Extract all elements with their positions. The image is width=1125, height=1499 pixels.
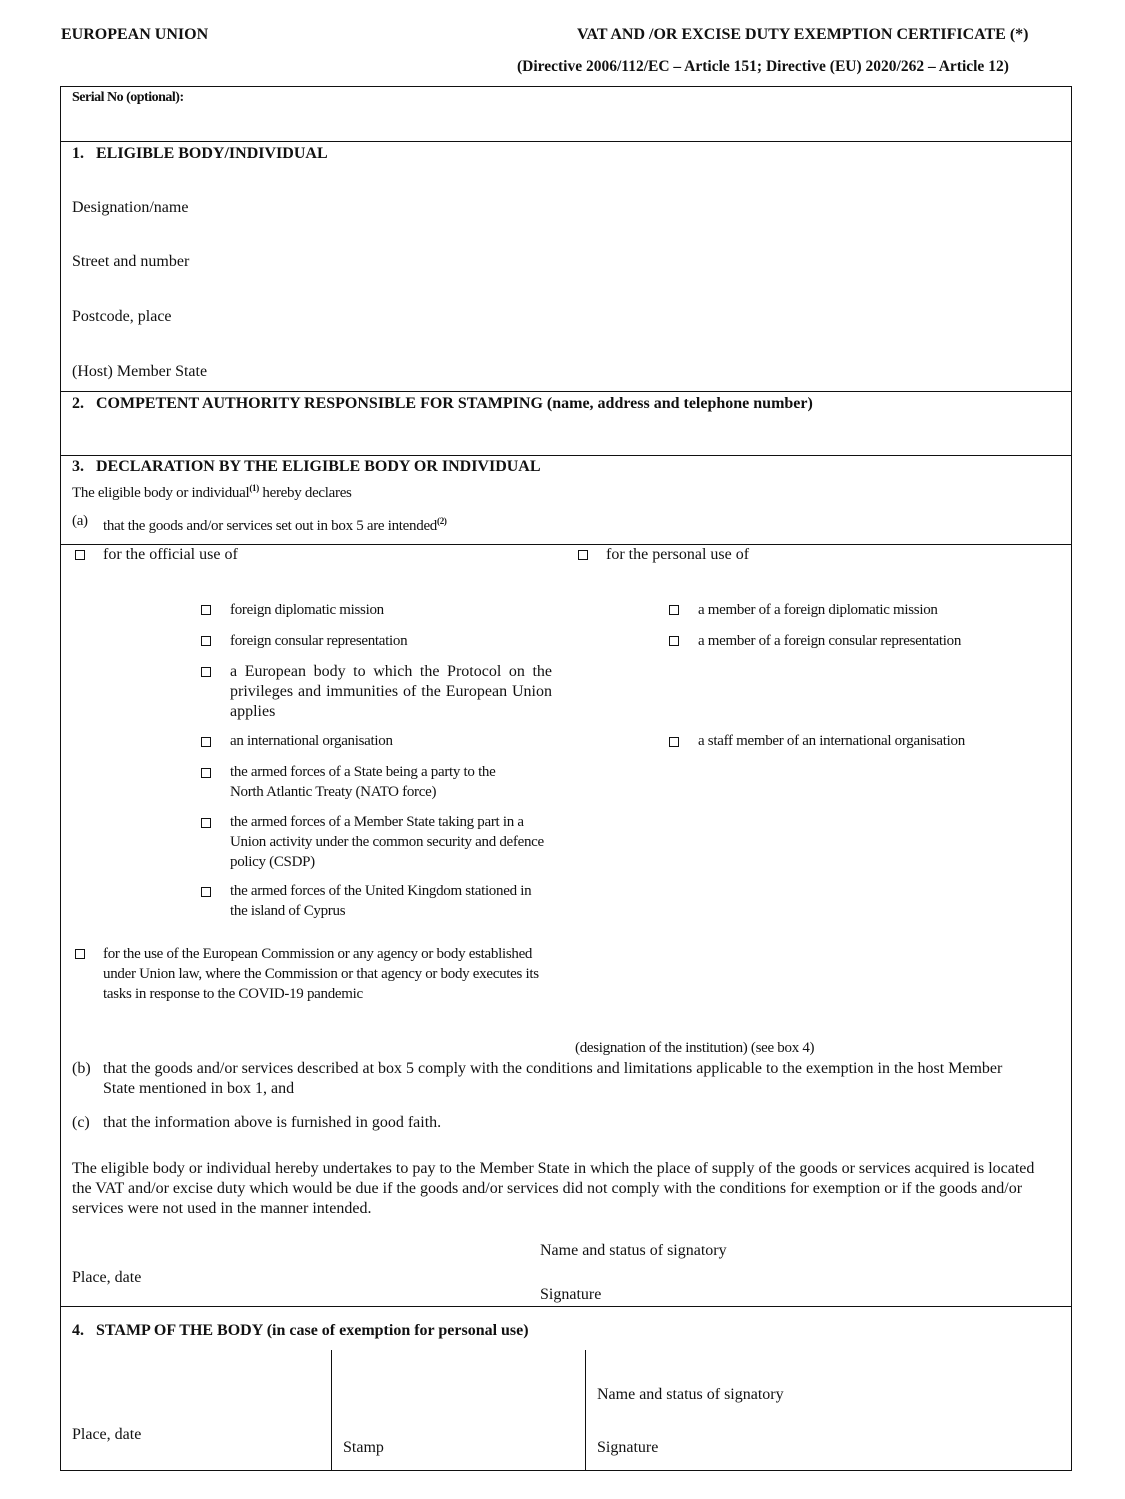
postcode-field[interactable]: Postcode, place — [72, 308, 172, 325]
signature-field[interactable]: Signature — [540, 1286, 602, 1303]
staff-member-checkbox[interactable] — [669, 737, 679, 747]
clause-a-text: that the goods and/or services set out in box 5 are intended$^{(2)}$ — [103, 516, 447, 534]
commission-option: for the use of the European Commission or any agency or body established under Union law, where the Commission or that agency or body executes its tasks in response to the COVID-19 pandemic — [103, 946, 539, 1002]
official-option: an international organisation — [230, 733, 393, 749]
official-option: the armed forces of a State being a party to the North Atlantic Treaty (NATO force) — [230, 764, 496, 800]
institution-designation-note: (designation of the institution) (see box 4) — [575, 1040, 815, 1056]
box2-heading: 2. COMPETENT AUTHORITY RESPONSIBLE FOR STAMPING (name, address and telephone number) — [72, 395, 813, 412]
divider — [60, 1306, 1072, 1307]
clause-c-text: that the information above is furnished in good faith. — [103, 1114, 442, 1131]
divider — [60, 455, 1072, 456]
official-option: the armed forces of the United Kingdom stationed in the island of Cyprus — [230, 883, 532, 919]
official-option: a European body to which the Protocol on the privileges and immunities of the European Union applies — [230, 663, 552, 720]
divider — [60, 391, 1072, 392]
official-use-label: for the official use of — [103, 546, 238, 563]
undertaking-text: The eligible body or individual hereby undertakes to pay to the Member State in which the place of supply of the goods or services acquired is located the VAT and/or excise duty which would be due if the goods and/or services did not comply with the conditions for exemption or if the goods and/or services were not used in the manner intended. — [72, 1160, 1035, 1217]
diplomatic-mission-checkbox[interactable] — [201, 605, 211, 615]
column-divider — [331, 1350, 332, 1471]
directive-subtitle: (Directive 2006/112/EC – Article 151; Directive (EU) 2020/262 – Article 12) — [517, 58, 1009, 75]
personal-use-checkbox[interactable] — [578, 550, 588, 560]
box4-heading: 4. STAMP OF THE BODY (in case of exemption for personal use) — [72, 1322, 529, 1339]
european-body-checkbox[interactable] — [201, 667, 211, 677]
official-option: foreign consular representation — [230, 633, 408, 649]
diplomatic-member-checkbox[interactable] — [669, 605, 679, 615]
official-option: foreign diplomatic mission — [230, 602, 384, 618]
box3-heading: 3. DECLARATION BY THE ELIGIBLE BODY OR INDIVIDUAL — [72, 458, 541, 475]
nato-force-checkbox[interactable] — [201, 768, 211, 778]
signatory-name-status[interactable]: Name and status of signatory — [540, 1242, 727, 1259]
place-date[interactable]: Place, date — [72, 1269, 142, 1286]
certificate-title: VAT AND /OR EXCISE DUTY EXEMPTION CERTIFICATE (*) — [577, 26, 1029, 43]
declaration-intro: The eligible body or individual$^{(1)}$ hereby declares — [72, 483, 352, 501]
street-field[interactable]: Street and number — [72, 253, 190, 270]
clause-c-mark: (c) — [72, 1114, 90, 1131]
commission-use-checkbox[interactable] — [75, 949, 85, 959]
clause-b-mark: (b) — [72, 1060, 91, 1077]
designation-field[interactable]: Designation/name — [72, 199, 189, 216]
personal-use-label: for the personal use of — [606, 546, 750, 563]
issuer-label: EUROPEAN UNION — [61, 26, 209, 43]
consular-member-checkbox[interactable] — [669, 636, 679, 646]
clause-a-mark: (a) — [72, 513, 88, 529]
place-date[interactable]: Place, date — [72, 1426, 142, 1443]
personal-option: a staff member of an international organisation — [698, 733, 965, 749]
form-frame — [60, 86, 1072, 1471]
consular-representation-checkbox[interactable] — [201, 636, 211, 646]
member-state-field[interactable]: (Host) Member State — [72, 363, 208, 380]
international-organisation-checkbox[interactable] — [201, 737, 211, 747]
signature-field[interactable]: Signature — [597, 1439, 659, 1456]
column-divider — [585, 1350, 586, 1471]
clause-b-text: that the goods and/or services described at box 5 comply with the conditions and limitations applicable to the exemption in the host Member State mentioned in box 1, and — [103, 1060, 1003, 1097]
stamp-field[interactable]: Stamp — [343, 1439, 384, 1456]
official-use-checkbox[interactable] — [75, 550, 85, 560]
csdp-force-checkbox[interactable] — [201, 818, 211, 828]
box1-heading: 1. ELIGIBLE BODY/INDIVIDUAL — [72, 145, 328, 162]
personal-option: a member of a foreign diplomatic mission — [698, 602, 938, 618]
uk-forces-cyprus-checkbox[interactable] — [201, 887, 211, 897]
serial-no-label: Serial No (optional): — [72, 90, 184, 105]
official-option: the armed forces of a Member State taking part in a Union activity under the common security and defence policy (CSDP) — [230, 814, 544, 870]
signatory-name-status[interactable]: Name and status of signatory — [597, 1386, 784, 1403]
personal-option: a member of a foreign consular representation — [698, 633, 962, 649]
divider — [60, 141, 1072, 142]
